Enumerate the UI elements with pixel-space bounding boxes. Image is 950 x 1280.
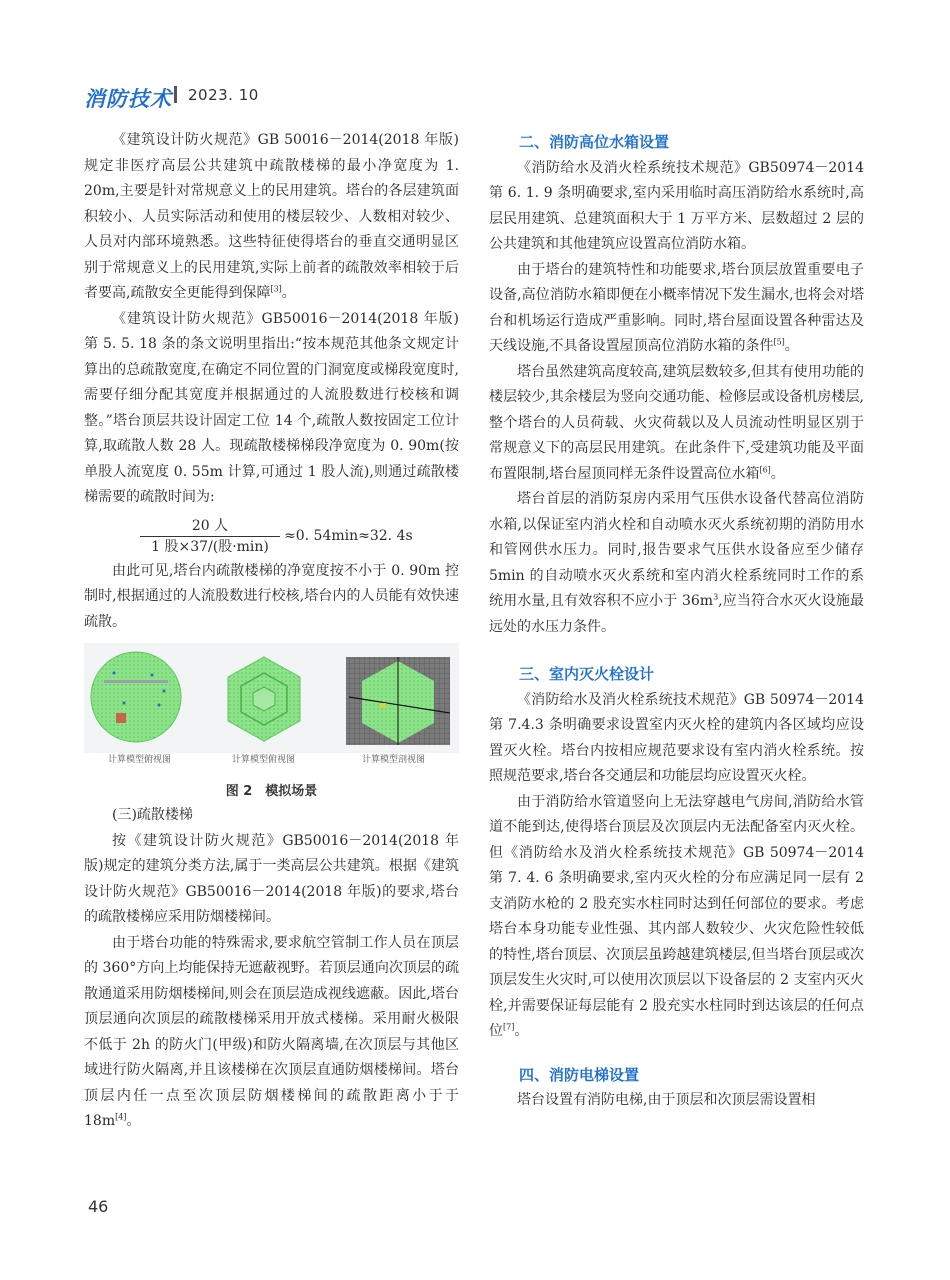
paragraph: 按《建筑设计防火规范》GB50016－2014(2018 年版)规定的建筑分类方法,属于一类高层公共建筑。根据《建筑设计防火规范》GB50016－2014(2018 年版)的要求,塔台的疏散楼梯应采用防烟楼梯间。: [84, 832, 459, 925]
top-view-model-2: [228, 657, 300, 741]
figure-title: 图 2 模拟场景: [225, 784, 318, 799]
paragraph: 由于塔台的建筑特性和功能要求,塔台顶层放置重要电子设备,高位消防水箱即便在小概率情况下发生漏水,也将会对塔台和机场运行造成严重影响。同时,塔台屋面设置各种雷达及天线设施,不具备设置屋顶高位消防水箱的条件[5]。: [489, 261, 864, 354]
section-heading: 二、消防高位水箱设置: [519, 133, 670, 151]
formula-result: ≈0. 54min≈32. 4s: [284, 527, 413, 544]
section-view-model: [346, 657, 450, 745]
figure-caption: 计算模型俯视图: [232, 755, 296, 765]
left-column: [84, 128, 459, 1135]
citation: [4]: [115, 1112, 127, 1122]
subsection-heading: (三)疏散楼梯: [112, 807, 193, 823]
journal-title: 消防技术: [84, 87, 172, 111]
stair-block-icon: [116, 713, 126, 723]
section-heading: 三、室内灭火栓设计: [519, 665, 655, 683]
citation: [3]: [270, 284, 282, 294]
citation: [5]: [773, 337, 785, 347]
superscript: 3: [713, 592, 719, 602]
paragraph: 《消防给水及消火栓系统技术规范》GB50974－2014 第 6. 1. 9 条明确要求,室内采用临时高压消防给水系统时,高层民用建筑、总建筑面积大于 1 万平方米、层数超过 2 层的公共建筑和其他建筑应设置高位消防水箱。: [489, 159, 864, 252]
paragraph: 塔台设置有消防电梯,由于顶层和次顶层需设置相: [517, 1092, 816, 1108]
right-column: [489, 128, 864, 1114]
evacuation-time-formula: [84, 517, 459, 557]
citation: [6]: [759, 464, 771, 474]
page-number: 46: [88, 1197, 109, 1216]
header-separator: [174, 86, 177, 103]
section-heading: 四、消防电梯设置: [519, 1065, 640, 1084]
figure-caption: 计算模型剖视图: [362, 755, 426, 765]
formula-numerator: 20 人: [140, 517, 280, 537]
paragraph: 由于塔台功能的特殊需求,要求航空管制工作人员在顶层的 360°方向上均能保持无遮蔽视野。若顶层通向次顶层的疏散通道采用防烟楼梯间,则会在顶层造成视线遮蔽。因此,塔台顶层通向次顶层的疏散楼梯采用开放式楼梯。采用耐火极限不低于 2h 的防火门(甲级)和防火隔离墙,在次顶层与其他区域进行防火隔离,并且该楼梯在次顶层直通防烟楼梯间。塔台顶层内任一点至次顶层防烟楼梯间的疏散距离小于于 18m[4]。: [84, 934, 459, 1129]
paragraph: 塔台首层的消防泵房内采用气压供水设备代替高位消防水箱,以保证室内消火栓和自动喷水灭火系统初期的消防用水和管网供水压力。同时,报告要求气压供水设备应至少储存 5min 的自动喷水灭火系统和室内消火栓系统同时工作的系统用水量,且有效容积不应小于 $36m^3$,应当符合水灭火设施最远处的水压力条件。: [489, 491, 864, 635]
simulation-figure: [84, 643, 459, 753]
citation: [7]: [503, 1022, 515, 1032]
issue-date: 2023. 10: [188, 86, 259, 104]
formula-fraction: [140, 517, 280, 557]
paragraph: 《建筑设计防火规范》GB 50016－2014(2018 年版)规定非医疗高层公共建筑中疏散楼梯的最小净宽度为 1. 20m,主要是针对常规意义上的民用建筑。塔台的各层建筑面积较小、人员实际活动和使用的楼层较少、人数相对较少、人员对内部环境熟悉。这些特征使得塔台的垂直交通明显区别于常规意义上的民用建筑,实际上前者的疏散效率相较于后者要高,疏散安全更能得到保障[3]。: [84, 132, 459, 301]
paragraph: 塔台虽然建筑高度较高,建筑层数较多,但其有使用功能的楼层较少,其余楼层为竖向交通功能、检修层或设备机房楼层,整个塔台的人员荷载、火灾荷载以及人员流动性明显区别于常规意义下的高层民用建筑。在此条件下,受建筑功能及平面布置限制,塔台屋顶同样无条件设置高位水箱[6]。: [489, 363, 864, 482]
formula-denominator: 1 股×37/(股·min): [151, 538, 269, 555]
figure-caption: 计算模型俯视图: [108, 755, 172, 765]
paragraph: 《消防给水及消火栓系统技术规范》GB 50974－2014 第 7.4.3 条明确要求设置室内灭火栓的建筑内各区域均应设置灭火栓。塔台内按相应规范要求设有室内消火栓系统。按照规范要求,塔台各交通层和功能层均应设置灭火栓。: [489, 691, 864, 784]
paragraph: 由于消防给水管道竖向上无法穿越电气房间,消防给水管道不能到达,使得塔台顶层及次顶层内无法配备室内灭火栓。但《消防给水及消火栓系统技术规范》GB 50974－2014 第 7. 4. 6 条明确要求,室内灭火栓的分布应满足同一层有 2 支消防水枪的 2 股充实水柱同时达到任何部位的要求。考虑塔台本身功能专业性强、其内部人数较少、火灾危险性较低的特性,塔台顶层、次顶层虽跨越建筑楼层,但当塔台顶层或次顶层发生火灾时,可以使用次顶层以下设备层的 2 支室内灭火栓,并需要保证每层能有 2 股充实水柱同时到达该层的任何点位[7]。: [489, 793, 864, 1039]
figure-2: [84, 643, 459, 803]
paragraph: 由此可见,塔台内疏散楼梯的净宽度按不小于 0. 90m 控制时,根据通过的人流股数进行校核,塔台内的人员能有效快速疏散。: [84, 562, 459, 630]
paragraph: 《建筑设计防火规范》GB50016－2014(2018 年版)第 5. 5. 18 条的条文说明里指出:“按本规范其他条文规定计算出的总疏散宽度,在确定不同位置的门洞宽度或梯段宽度时,需要仔细分配其宽度并根据通过的人流股数进行校核和调整。”塔台顶层共设计固定工位 14 个,疏散人数按固定工位计算,取疏散人数 28 人。现疏散楼梯梯段净宽度为 0. 90m(按单股人流宽度 0. 55m 计算,可通过 1 股人流),则通过疏散楼梯需要的疏散时间为:: [84, 310, 459, 505]
top-view-model-1: [91, 652, 181, 742]
